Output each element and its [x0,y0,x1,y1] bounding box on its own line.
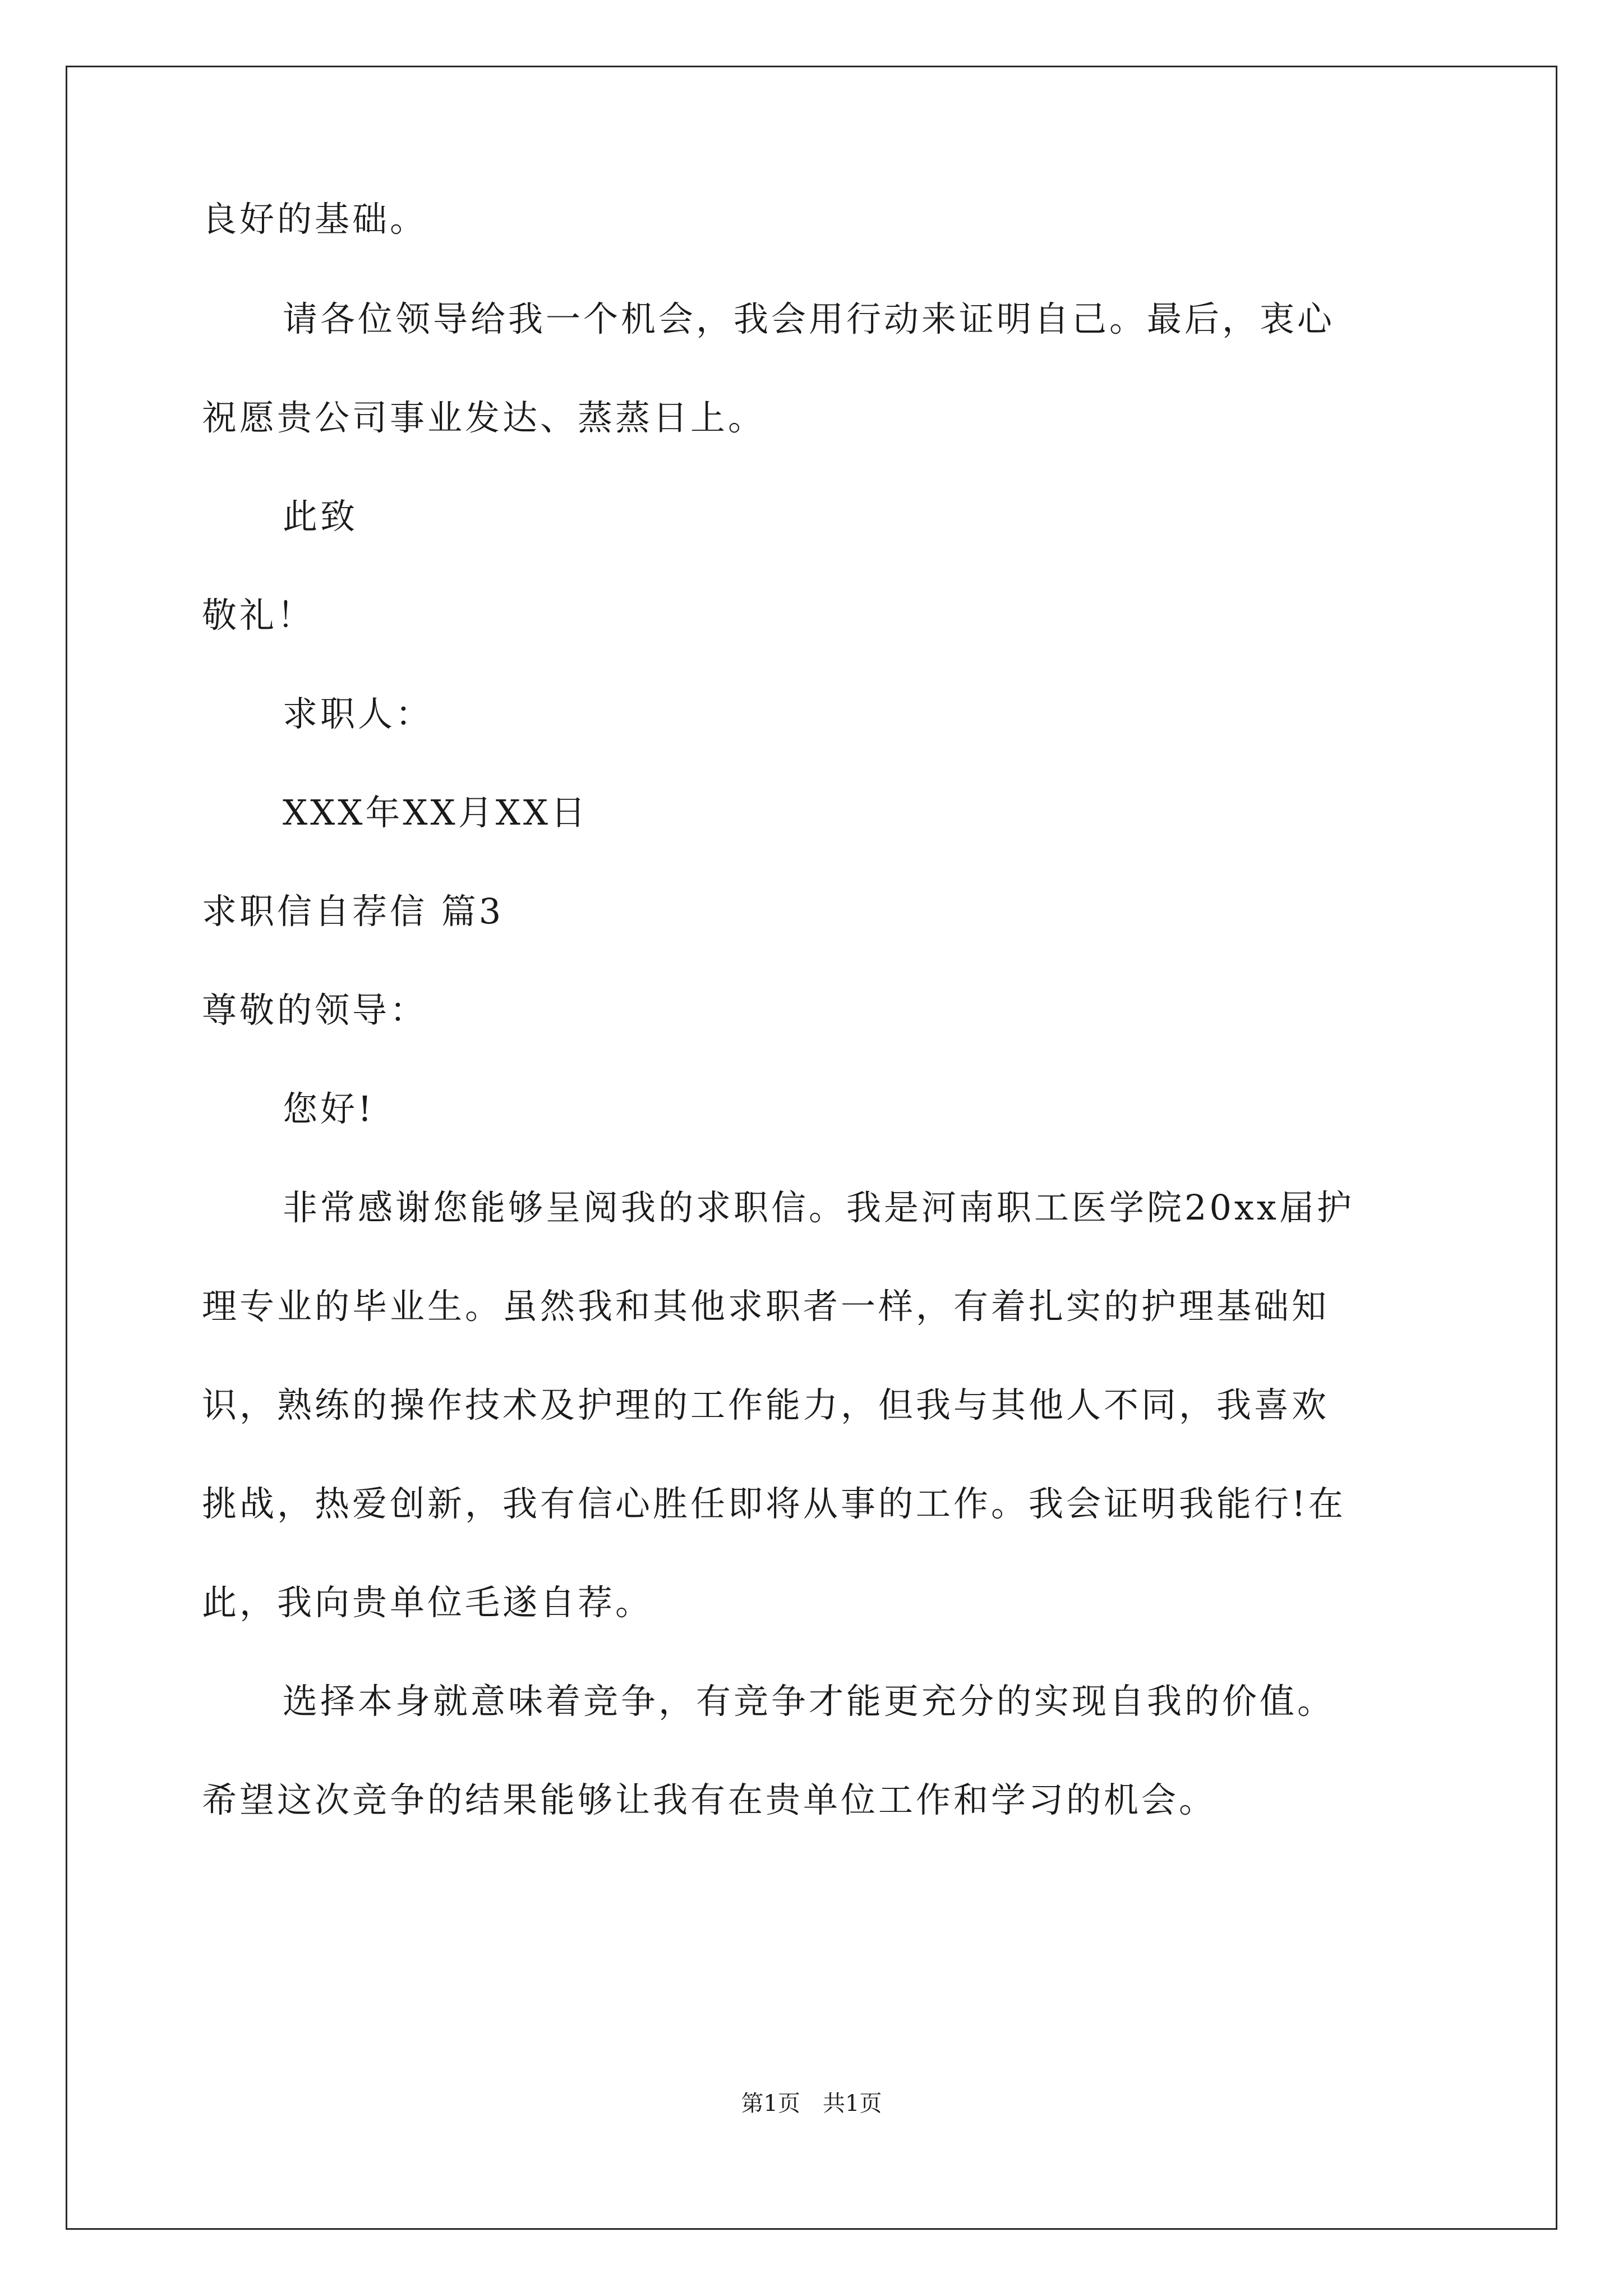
text-line: 选择本身就意味着竞争，有竞争才能更充分的实现自我的价值。 [283,1681,1335,1722]
text-line: 识，熟练的操作技术及护理的工作能力，但我与其他人不同，我喜欢 [202,1384,1330,1425]
page-number: 第1页 共1页 [741,2091,882,2116]
text-line: 祝愿贵公司事业发达、蒸蒸日上。 [202,397,766,438]
text-line: 敬礼！ [202,595,315,636]
greeting: 您好! [283,1088,375,1129]
text-line: 此，我向贵单位毛遂自荐。 [202,1582,653,1623]
text-line: 非常感谢您能够呈阅我的求职信。我是河南职工医学院20xx届护 [283,1187,1354,1228]
date-line: XXX年XX月XX日 [283,792,588,833]
text-line: 希望这次竞争的结果能够让我有在贵单位工作和学习的机会。 [202,1779,1217,1820]
section-heading: 求职信自荐信 篇3 [202,891,504,932]
text-line: 此致 [283,496,358,537]
page-border [66,66,1557,2230]
text-line: 挑战，热爱创新，我有信心胜任即将从事的工作。我会证明我能行!在 [202,1483,1346,1524]
text-line: 理专业的毕业生。虽然我和其他求职者一样，有着扎实的护理基础知 [202,1286,1330,1327]
text-line: 良好的基础。 [202,199,428,240]
text-line: 求职人： [283,693,434,734]
text-line: 请各位领导给我一个机会，我会用行动来证明自己。最后，衷心 [283,298,1335,339]
salutation: 尊敬的领导： [202,990,428,1030]
